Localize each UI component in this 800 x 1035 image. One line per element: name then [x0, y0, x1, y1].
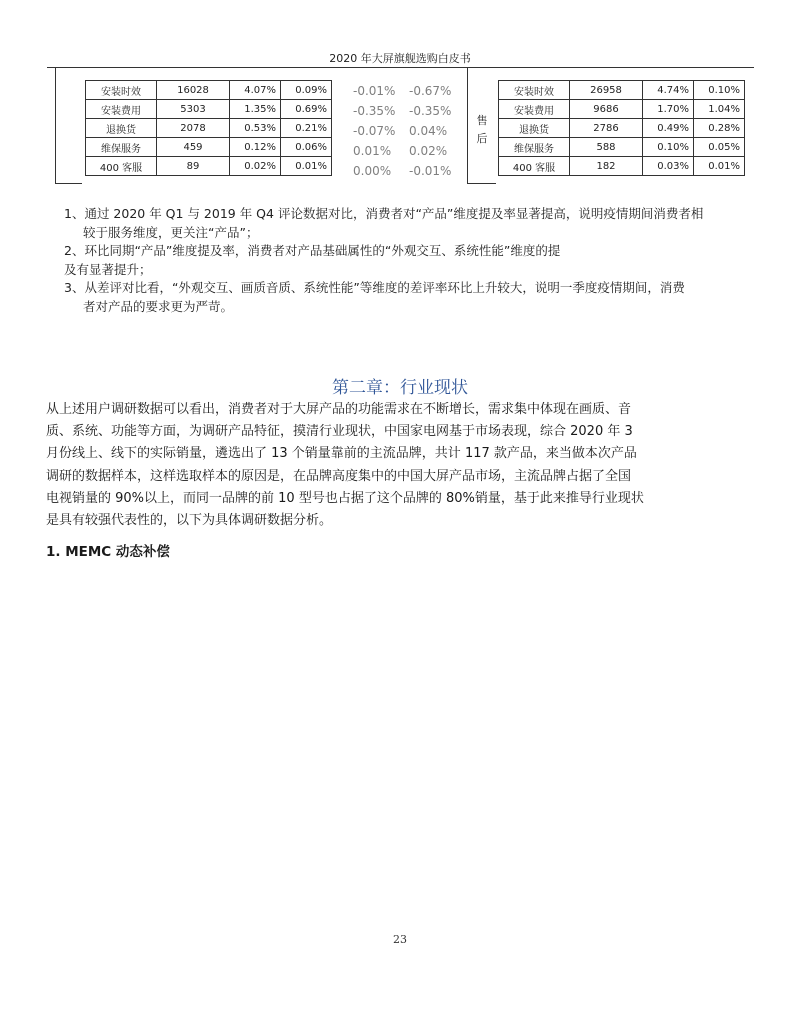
table-cell: 安装时效 — [499, 81, 570, 100]
table-cell: 459 — [157, 138, 230, 157]
table-cell: 0.10% — [643, 138, 694, 157]
table-row — [86, 157, 332, 176]
table-row — [86, 100, 332, 119]
table-cell: 4.74% — [643, 81, 694, 100]
note-line: 2、环比同期“产品”维度提及率，消费者对产品基础属性的“外观交互、系统性能”维度的提 — [64, 243, 561, 258]
left-table-bracket — [55, 68, 82, 184]
note-line: 者对产品的要求更为严苛。 — [83, 298, 234, 314]
table-cell: 退换货 — [499, 119, 570, 138]
table-row — [86, 138, 332, 157]
table-cell: 维保服务 — [499, 138, 570, 157]
table-cell: 0.02% — [230, 157, 281, 176]
body-paragraph — [46, 399, 760, 532]
table-cell: 89 — [157, 157, 230, 176]
table-row — [86, 119, 332, 138]
table-cell: 400 客服 — [499, 157, 570, 176]
table-cell: 安装时效 — [86, 81, 157, 100]
table-row — [499, 119, 745, 138]
table-cell: 400 客服 — [86, 157, 157, 176]
change-value: 0.04% — [409, 124, 448, 138]
table-cell: 0.12% — [230, 138, 281, 157]
change-value: -0.01% — [353, 84, 396, 98]
change-row — [350, 161, 460, 181]
change-value: 0.01% — [353, 144, 392, 158]
change-row — [350, 121, 460, 141]
table-row — [499, 100, 745, 119]
table-cell: 0.49% — [643, 119, 694, 138]
after-sales-label-line: 售 — [476, 114, 488, 127]
change-value: -0.35% — [353, 104, 396, 118]
body-line: 是具有较强代表性的，以下为具体调研数据分析。 — [46, 513, 333, 529]
table-cell: 5303 — [157, 100, 230, 119]
body-line: 调研的数据样本，这样选取样本的原因是，在品牌高度集中的中国大屏产品市场，主流品牌占据了全国 — [46, 468, 632, 484]
table-cell: 9686 — [570, 100, 643, 119]
change-value: -0.07% — [353, 124, 396, 138]
note-line: 3、从差评对比看，“外观交互、画质音质、系统性能”等维度的差评率环比上升较大，说明一季度疫情期间，消费 — [64, 280, 685, 295]
section-heading: 1. MEMC 动态补偿 — [46, 544, 170, 560]
body-line: 电视销量的 90%以上，而同一品牌的前 10 型号也占据了这个品牌的 80%销量，基于此来推导行业现状 — [46, 490, 644, 506]
table-cell: 维保服务 — [86, 138, 157, 157]
table-cell: 1.04% — [694, 100, 745, 119]
change-values — [350, 81, 460, 181]
table-cell: 0.09% — [281, 81, 332, 100]
right-data-table — [498, 80, 745, 176]
table-cell: 安装费用 — [499, 100, 570, 119]
table-cell: 0.01% — [694, 157, 745, 176]
table-cell: 588 — [570, 138, 643, 157]
table-row — [499, 157, 745, 176]
table-cell: 1.35% — [230, 100, 281, 119]
table-cell: 0.53% — [230, 119, 281, 138]
page-header-title: 2020 年大屏旗舰选购白皮书 — [329, 52, 471, 65]
table-cell: 0.01% — [281, 157, 332, 176]
change-value: -0.01% — [409, 164, 452, 178]
table-cell: 0.28% — [694, 119, 745, 138]
table-cell: 0.06% — [281, 138, 332, 157]
table-cell: 0.21% — [281, 119, 332, 138]
change-value: 0.02% — [409, 144, 448, 158]
change-value: -0.35% — [409, 104, 452, 118]
table-cell: 2078 — [157, 119, 230, 138]
findings-notes — [64, 205, 776, 316]
change-value: 0.00% — [353, 164, 392, 178]
change-row — [350, 101, 460, 121]
table-cell: 2786 — [570, 119, 643, 138]
table-cell: 0.03% — [643, 157, 694, 176]
table-cell: 26958 — [570, 81, 643, 100]
after-sales-label-line: 后 — [476, 132, 488, 145]
change-row — [350, 81, 460, 101]
table-cell: 182 — [570, 157, 643, 176]
page-number: 23 — [393, 933, 407, 946]
table-cell: 4.07% — [230, 81, 281, 100]
table-row — [499, 138, 745, 157]
table-cell: 退换货 — [86, 119, 157, 138]
change-value: -0.67% — [409, 84, 452, 98]
body-line: 从上述用户调研数据可以看出，消费者对于大屏产品的功能需求在不断增长，需求集中体现在画质、音 — [46, 402, 632, 417]
after-sales-label — [471, 112, 493, 148]
table-row — [499, 81, 745, 100]
header-divider — [47, 67, 754, 68]
note-line: 较于服务维度，更关注“产品”； — [83, 224, 259, 240]
note-line: 1、通过 2020 年 Q1 与 2019 年 Q4 评论数据对比，消费者对“产品”维度提及率显著提高，说明疫情期间消费者相 — [64, 206, 704, 221]
table-cell: 0.10% — [694, 81, 745, 100]
note-line: 及有显著提升； — [64, 261, 152, 277]
table-cell: 安装费用 — [86, 100, 157, 119]
left-data-table — [85, 80, 332, 176]
body-line: 质、系统、功能等方面，为调研产品特征，摸清行业现状，中国家电网基于市场表现，综合 2020 年 3 — [46, 424, 633, 440]
change-row — [350, 141, 460, 161]
table-cell: 0.05% — [694, 138, 745, 157]
table-cell: 16028 — [157, 81, 230, 100]
chapter-title: 第二章：行业现状 — [332, 378, 468, 398]
table-cell: 1.70% — [643, 100, 694, 119]
table-row — [86, 81, 332, 100]
table-cell: 0.69% — [281, 100, 332, 119]
body-line: 月份线上、线下的实际销量，遴选出了 13 个销量靠前的主流品牌，共计 117 款产品，来当做本次产品 — [46, 446, 637, 462]
